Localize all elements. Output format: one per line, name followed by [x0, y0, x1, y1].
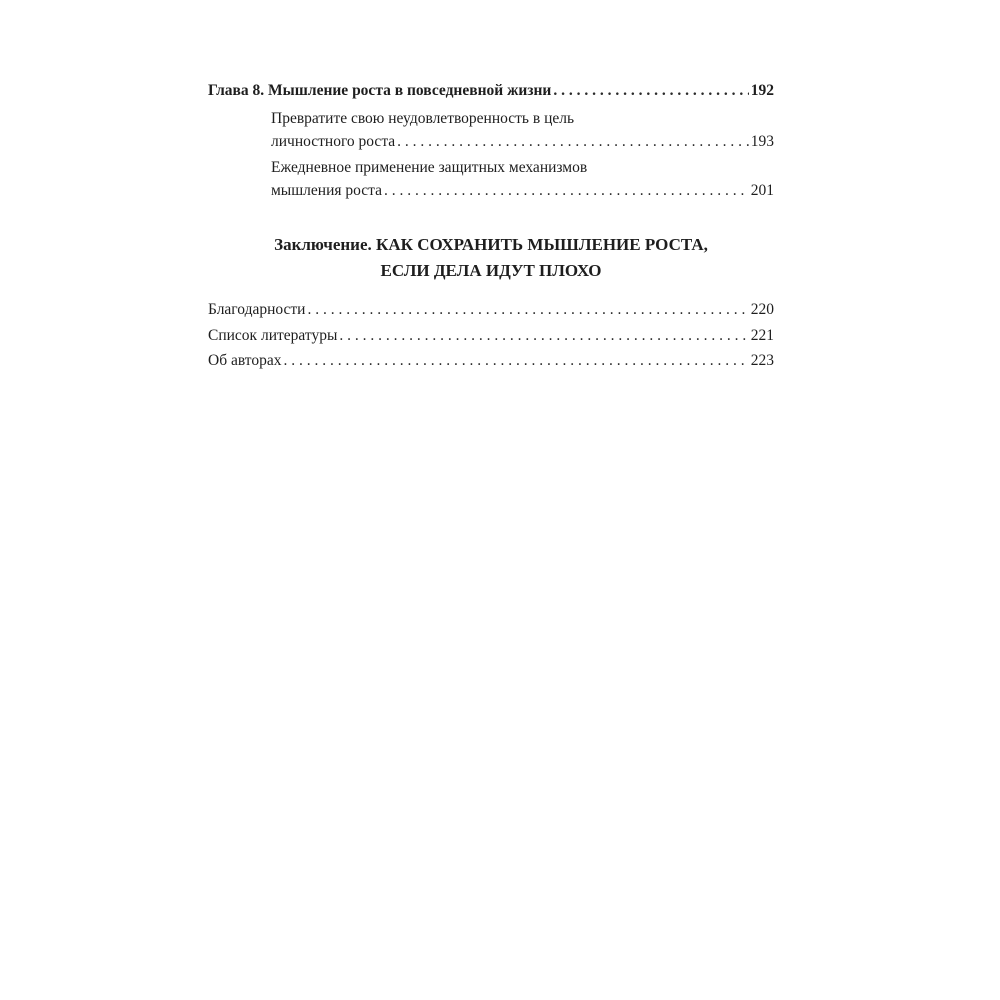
table-of-contents — [208, 79, 774, 205]
section-title-line2-row — [271, 179, 774, 202]
entry-title: Благодарности — [208, 301, 306, 318]
section-title-line2-row — [271, 130, 774, 153]
section-title-line1: Превратите свою неудовлетворенность в цель — [271, 110, 575, 127]
toc-chapter-8[interactable] — [208, 79, 774, 104]
conclusion-line2: ЕСЛИ ДЕЛА ИДУТ ПЛОХО — [380, 261, 602, 280]
leader-dots — [384, 179, 749, 202]
conclusion-line1: Заключение. КАК СОХРАНИТЬ МЫШЛЕНИЕ РОСТА, — [274, 235, 708, 254]
toc-entry-acknowledgements[interactable] — [208, 297, 774, 323]
section-title-line1: Ежедневное применение защитных механизмов — [271, 159, 588, 176]
leader-dots — [283, 348, 748, 374]
leader-dots — [307, 297, 748, 323]
section-page-number: 193 — [750, 133, 774, 150]
chapter-title: Глава 8. Мышление роста в повседневной жизни — [208, 82, 552, 99]
chapter-page-number: 192 — [750, 82, 774, 99]
entry-page-number: 220 — [750, 301, 774, 318]
entry-title: Об авторах — [208, 352, 282, 369]
toc-back-matter — [208, 297, 774, 374]
leader-dots — [339, 323, 748, 349]
leader-dots — [553, 79, 748, 102]
entry-page-number: 221 — [750, 326, 774, 344]
toc-entry-about-authors[interactable] — [208, 348, 774, 374]
section-title-line2: личностного роста — [271, 133, 396, 150]
leader-dots — [397, 130, 749, 153]
section-page-number: 201 — [750, 182, 774, 199]
toc-conclusion-heading[interactable] — [208, 232, 774, 284]
entry-title: Список литературы — [208, 326, 338, 344]
toc-section-1[interactable] — [208, 107, 774, 153]
toc-section-2[interactable] — [208, 156, 774, 202]
entry-page-number: 223 — [750, 352, 774, 369]
section-title-line2: мышления роста — [271, 182, 382, 199]
toc-entry-bibliography[interactable] — [208, 323, 774, 349]
